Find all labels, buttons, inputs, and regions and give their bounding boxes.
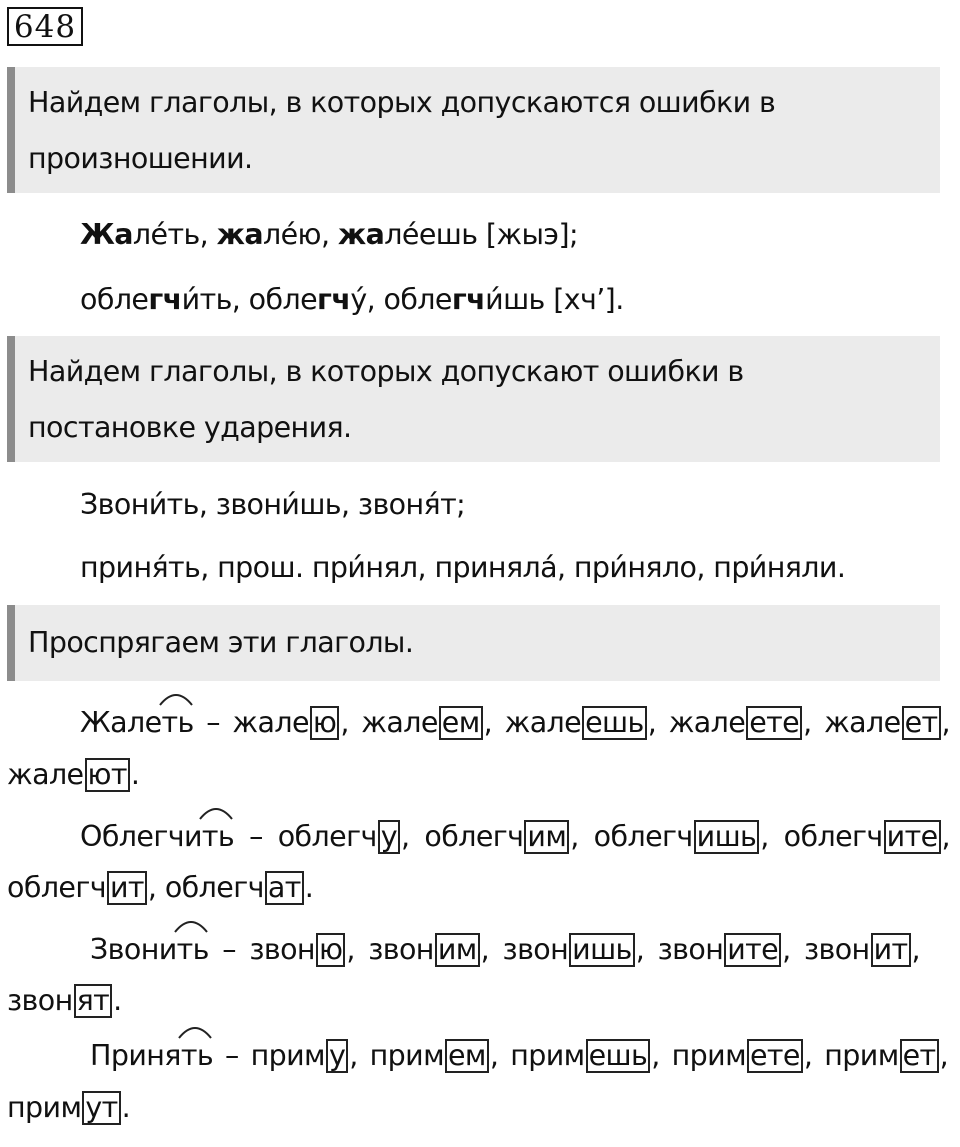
suffix-arc: ть — [177, 930, 209, 970]
ending-box: ишь — [694, 820, 760, 854]
task-line: Проспрягаем эти глаголы. — [28, 626, 414, 659]
ending-box: ем — [445, 1039, 489, 1073]
ending-box: ит — [871, 933, 911, 967]
ending-box: ют — [85, 758, 130, 792]
ending-box: ешь — [582, 706, 647, 740]
suffix-arc: ть — [202, 817, 234, 857]
example-line: Звони́ть, звони́шь, звоня́т; — [80, 488, 466, 521]
example-line: приня́ть, прош. при́нял, приняла́, при́няло, при́няли. — [80, 551, 846, 584]
suffix-arc: ть — [162, 703, 194, 743]
ending-box: у — [326, 1039, 348, 1073]
task-band-2 — [7, 336, 940, 462]
task-line: Найдем глаголы, в которых допускают ошибки в — [28, 355, 744, 388]
conjugation-line: Звони ть – звон ю , звон им , звон ишь , звон ите , звон ит , — [90, 930, 920, 970]
conjugation-line: звон ят . — [7, 984, 122, 1017]
ending-box: ит — [107, 871, 147, 905]
conjugation-line: прим ут . — [7, 1091, 131, 1124]
conjugation-line: Приня ть – прим у , прим ем , прим ешь , прим ете , прим ет , — [90, 1036, 948, 1076]
task-band-3 — [7, 605, 940, 681]
ending-box: ишь — [569, 933, 635, 967]
task-band-1 — [7, 67, 940, 193]
ending-box: ешь — [586, 1039, 651, 1073]
ending-box: ет — [902, 706, 941, 740]
ending-box: ю — [310, 706, 339, 740]
ending-box: ат — [265, 871, 304, 905]
ending-box: ут — [82, 1091, 120, 1125]
conjugation-line: Жале ть – жале ю , жале ем , жале ешь , жале ете , жале ет , — [80, 703, 950, 743]
ending-box: ите — [884, 820, 941, 854]
ending-box: ем — [439, 706, 483, 740]
example-line: Жале́ть, жале́ю, жале́ешь [жыэ]; — [80, 218, 578, 251]
ending-box: ю — [316, 933, 345, 967]
task-line: Найдем глаголы, в которых допускаются ошибки в — [28, 86, 776, 119]
ending-box: им — [524, 820, 569, 854]
ending-box: ят — [74, 984, 113, 1018]
task-line: постановке ударения. — [28, 411, 352, 444]
conjugation-line: облегч ит , облегч ат . — [7, 871, 314, 904]
ending-box: ете — [747, 1039, 803, 1073]
ending-box: ете — [746, 706, 802, 740]
exercise-number: 648 — [7, 7, 83, 46]
ending-box: ет — [900, 1039, 939, 1073]
conjugation-line: Облегчи ть – облегч у , облегч им , облегч ишь , облегч ите , — [80, 817, 950, 857]
ending-box: ите — [724, 933, 781, 967]
suffix-arc: ть — [181, 1036, 213, 1076]
ending-box: им — [435, 933, 480, 967]
example-line: облегчи́ть, облегчу́, облегчи́шь [хч’]. — [80, 283, 624, 316]
ending-box: у — [378, 820, 400, 854]
task-line: произношении. — [28, 142, 253, 175]
conjugation-line: жале ют . — [7, 758, 140, 791]
